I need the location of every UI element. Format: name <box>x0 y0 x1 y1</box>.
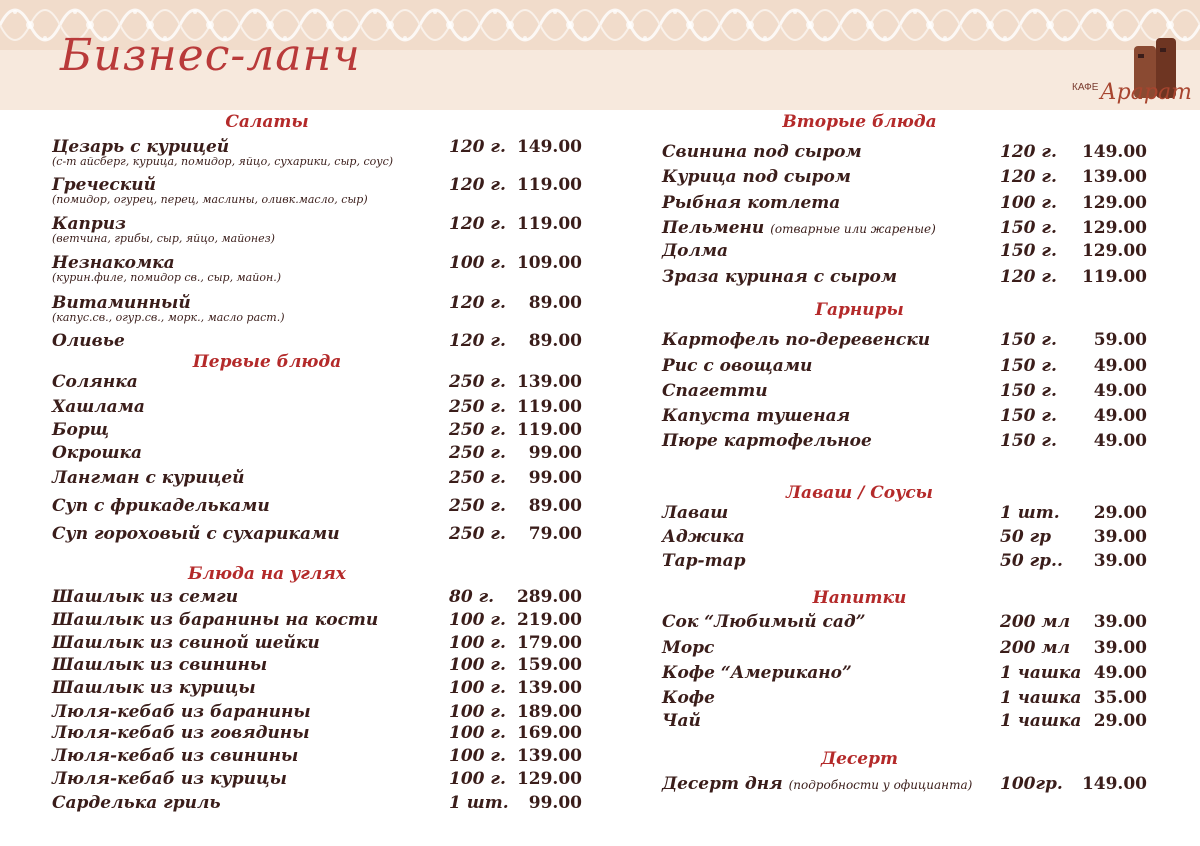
section-title-lavash-sauces: Лаваш / Соусы <box>786 483 933 503</box>
item-name: Чай <box>662 711 701 731</box>
item-name: Цезарь с курицей <box>52 137 230 157</box>
item-price: 129.00 <box>516 769 582 789</box>
section-title-garnish: Гарниры <box>815 300 904 320</box>
menu-item <box>52 769 592 789</box>
item-weight: 250 г. <box>449 397 506 417</box>
item-weight: 1 чашка <box>1000 711 1082 731</box>
item-price: 139.00 <box>516 678 582 698</box>
item-price: 149.00 <box>516 137 582 157</box>
item-name: Незнакомка <box>52 253 175 273</box>
item-weight: 100 г. <box>449 253 506 273</box>
logo-name-text: Арарат <box>1100 80 1192 105</box>
item-name: Рис с овощами <box>662 356 813 376</box>
item-price: 49.00 <box>1093 431 1147 451</box>
item-weight: 100 г. <box>449 769 506 789</box>
item-price: 39.00 <box>1093 551 1147 571</box>
item-name: Греческий <box>52 175 156 195</box>
menu-item <box>52 443 592 463</box>
item-price: 49.00 <box>1093 406 1147 426</box>
menu-item <box>662 527 1162 547</box>
menu-item <box>52 496 592 516</box>
section-title-second-courses: Вторые блюда <box>782 112 937 132</box>
item-price: 89.00 <box>528 496 582 516</box>
item-weight: 200 мл <box>1000 638 1071 658</box>
item-weight: 1 чашка <box>1000 688 1082 708</box>
item-name: Курица под сыром <box>662 167 851 187</box>
header-banner <box>0 0 1200 110</box>
item-name: Шашлык из баранины на кости <box>52 610 379 630</box>
item-price: 109.00 <box>516 253 582 273</box>
section-title-first-courses: Первые блюда <box>192 352 342 372</box>
menu-item <box>662 267 1162 287</box>
menu-item <box>662 663 1162 683</box>
item-price: 99.00 <box>528 793 582 813</box>
item-name: Пюре картофельное <box>662 431 872 451</box>
item-name: Суп гороховый с сухариками <box>52 524 340 544</box>
item-price: 129.00 <box>1081 193 1147 213</box>
item-price: 99.00 <box>528 443 582 463</box>
item-weight: 120 г. <box>1000 142 1057 162</box>
item-weight: 100 г. <box>449 633 506 653</box>
item-weight: 120 г. <box>449 331 506 351</box>
menu-item <box>52 137 592 168</box>
menu-item <box>52 587 592 607</box>
menu-item <box>662 218 1162 238</box>
menu-item <box>52 655 592 675</box>
item-price: 119.00 <box>516 214 582 234</box>
item-price: 29.00 <box>1093 503 1147 523</box>
menu-item <box>662 193 1162 213</box>
item-weight: 1 шт. <box>1000 503 1060 523</box>
menu-item <box>52 331 592 351</box>
item-weight: 150 г. <box>1000 356 1057 376</box>
item-description: (ветчина, грибы, сыр, яйцо, майонез) <box>52 232 275 245</box>
item-name <box>662 218 936 238</box>
item-weight: 120 г. <box>1000 167 1057 187</box>
menu-item <box>662 241 1162 261</box>
item-name: Рыбная котлета <box>662 193 841 213</box>
item-weight: 250 г. <box>449 420 506 440</box>
item-weight: 150 г. <box>1000 241 1057 261</box>
item-name: Шашлык из свинины <box>52 655 268 675</box>
item-weight: 250 г. <box>449 468 506 488</box>
menu-item <box>662 774 1162 794</box>
menu-item <box>52 397 592 417</box>
item-price: 189.00 <box>516 702 582 722</box>
menu-item <box>662 330 1162 350</box>
menu-item <box>52 746 592 766</box>
item-description: (с-т айсберг, курица, помидор, яйцо, сухарики, сыр, соус) <box>52 155 394 168</box>
item-name: Долма <box>662 241 729 261</box>
item-weight: 100 г. <box>449 723 506 743</box>
item-name: Кофе <box>662 688 715 708</box>
item-name: Сарделька гриль <box>52 793 221 813</box>
item-name: Оливье <box>52 331 125 351</box>
menu-item <box>662 503 1162 523</box>
menu-item <box>52 793 592 813</box>
item-weight: 200 мл <box>1000 612 1071 632</box>
item-weight: 100 г. <box>449 746 506 766</box>
item-description: (курин.филе, помидор св., сыр, майон.) <box>52 271 281 284</box>
item-price: 39.00 <box>1093 638 1147 658</box>
item-weight: 120 г. <box>1000 267 1057 287</box>
section-title-grill: Блюда на углях <box>188 564 346 584</box>
item-name: Картофель по-деревенски <box>662 330 931 350</box>
item-name: Шашлык из курицы <box>52 678 256 698</box>
menu-item <box>52 468 592 488</box>
page-title: Бизнес-ланч <box>60 30 361 81</box>
item-price: 129.00 <box>1081 218 1147 238</box>
item-name: Хашлама <box>52 397 145 417</box>
item-name: Свинина под сыром <box>662 142 862 162</box>
menu-item <box>52 723 592 743</box>
item-price: 35.00 <box>1093 688 1147 708</box>
item-price: 149.00 <box>1081 774 1147 794</box>
item-name: Капуста тушеная <box>662 406 851 426</box>
item-weight: 50 гр.. <box>1000 551 1063 571</box>
section-title-salads: Салаты <box>225 112 309 132</box>
item-weight: 150 г. <box>1000 330 1057 350</box>
item-weight: 250 г. <box>449 372 506 392</box>
item-price: 169.00 <box>516 723 582 743</box>
menu-item <box>662 142 1162 162</box>
item-price: 149.00 <box>1081 142 1147 162</box>
item-weight: 120 г. <box>449 214 506 234</box>
item-price: 119.00 <box>516 397 582 417</box>
item-name: Аджика <box>662 527 745 547</box>
cafe-logo <box>1072 38 1192 108</box>
item-price: 219.00 <box>516 610 582 630</box>
item-weight: 100гр. <box>1000 774 1063 794</box>
item-price: 49.00 <box>1093 356 1147 376</box>
item-weight: 100 г. <box>449 610 506 630</box>
item-description: (помидор, огурец, перец, маслины, оливк.масло, сыр) <box>52 193 368 206</box>
menu-item <box>52 524 592 544</box>
section-title-drinks: Напитки <box>812 588 907 608</box>
item-weight: 120 г. <box>449 293 506 313</box>
menu-item <box>662 688 1162 708</box>
item-weight: 100 г. <box>1000 193 1057 213</box>
menu-item <box>662 167 1162 187</box>
item-weight: 250 г. <box>449 443 506 463</box>
item-note: (подробности у официанта) <box>788 778 973 792</box>
menu-item <box>52 175 592 206</box>
item-price: 49.00 <box>1093 663 1147 683</box>
section-title-dessert: Десерт <box>821 749 898 769</box>
item-name: Шашлык из свиной шейки <box>52 633 320 653</box>
item-price: 39.00 <box>1093 612 1147 632</box>
item-note: (отварные или жареные) <box>770 222 936 236</box>
item-weight: 100 г. <box>449 702 506 722</box>
item-weight: 150 г. <box>1000 218 1057 238</box>
item-name: Зраза куриная с сыром <box>662 267 898 287</box>
item-name: Витаминный <box>52 293 191 313</box>
item-name: Люля-кебаб из свинины <box>52 746 299 766</box>
menu-item <box>662 381 1162 401</box>
item-price: 89.00 <box>528 293 582 313</box>
item-weight: 250 г. <box>449 524 506 544</box>
menu-item <box>52 678 592 698</box>
menu-item <box>52 702 592 722</box>
menu-item <box>662 431 1162 451</box>
item-weight: 1 шт. <box>449 793 509 813</box>
item-name-text: Десерт дня <box>662 774 783 794</box>
item-name: Люля-кебаб из курицы <box>52 769 287 789</box>
menu-item <box>52 372 592 392</box>
menu-item <box>662 612 1162 632</box>
item-description: (капус.св., огур.св., морк., масло раст.) <box>52 311 285 324</box>
item-price: 89.00 <box>528 331 582 351</box>
menu-item <box>662 356 1162 376</box>
menu-item <box>52 293 592 324</box>
item-weight: 100 г. <box>449 678 506 698</box>
item-name: Шашлык из семги <box>52 587 239 607</box>
item-price: 139.00 <box>516 372 582 392</box>
item-price: 179.00 <box>516 633 582 653</box>
item-name: Лаваш <box>662 503 729 523</box>
item-price: 119.00 <box>516 175 582 195</box>
item-name-text: Пельмени <box>662 218 765 238</box>
menu-item <box>662 406 1162 426</box>
item-name: Солянка <box>52 372 138 392</box>
item-name: Борщ <box>52 420 110 440</box>
item-name: Окрошка <box>52 443 143 463</box>
item-name: Тар-тар <box>662 551 746 571</box>
menu-item <box>52 420 592 440</box>
item-price: 49.00 <box>1093 381 1147 401</box>
item-price: 59.00 <box>1093 330 1147 350</box>
item-price: 289.00 <box>516 587 582 607</box>
menu-item <box>52 253 592 284</box>
item-weight: 50 гр <box>1000 527 1052 547</box>
item-weight: 80 г. <box>449 587 495 607</box>
item-price: 129.00 <box>1081 241 1147 261</box>
item-name: Сок “Любимый сад” <box>662 612 866 632</box>
item-weight: 100 г. <box>449 655 506 675</box>
menu-item <box>52 610 592 630</box>
item-weight: 150 г. <box>1000 406 1057 426</box>
item-weight: 150 г. <box>1000 431 1057 451</box>
item-weight: 1 чашка <box>1000 663 1082 683</box>
item-name <box>662 774 972 794</box>
item-name: Лангман с курицей <box>52 468 245 488</box>
item-name: Каприз <box>52 214 126 234</box>
item-weight: 150 г. <box>1000 381 1057 401</box>
item-price: 99.00 <box>528 468 582 488</box>
item-price: 119.00 <box>516 420 582 440</box>
item-name: Морс <box>662 638 715 658</box>
item-name: Кофе “Американо” <box>662 663 852 683</box>
item-name: Люля-кебаб из баранины <box>52 702 311 722</box>
menu-item <box>662 551 1162 571</box>
item-price: 29.00 <box>1093 711 1147 731</box>
menu-item <box>52 214 592 245</box>
menu-item <box>52 633 592 653</box>
item-price: 139.00 <box>516 746 582 766</box>
item-weight: 120 г. <box>449 137 506 157</box>
logo-small-text: КАФЕ <box>1072 82 1099 93</box>
item-price: 79.00 <box>528 524 582 544</box>
item-name: Спагетти <box>662 381 768 401</box>
item-price: 159.00 <box>516 655 582 675</box>
item-name: Люля-кебаб из говядины <box>52 723 310 743</box>
menu-item <box>662 638 1162 658</box>
item-weight: 120 г. <box>449 175 506 195</box>
item-weight: 250 г. <box>449 496 506 516</box>
item-price: 119.00 <box>1081 267 1147 287</box>
item-name: Суп с фрикадельками <box>52 496 270 516</box>
item-price: 139.00 <box>1081 167 1147 187</box>
menu-item <box>662 711 1162 731</box>
item-price: 39.00 <box>1093 527 1147 547</box>
